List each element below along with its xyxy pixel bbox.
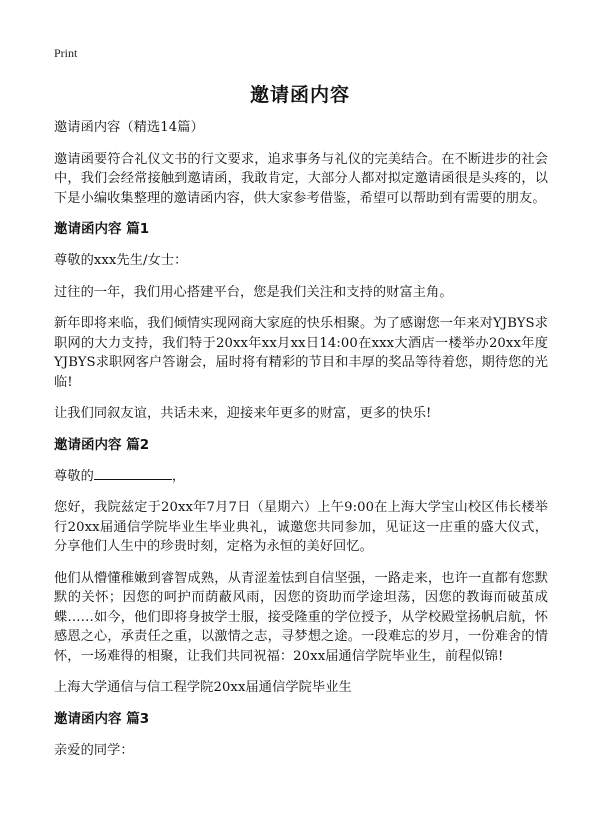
article-3-greeting: 亲爱的同学： bbox=[54, 742, 134, 758]
page-title: 邀请函内容 bbox=[249, 84, 350, 106]
intro-paragraph: 邀请函要符合礼仪文书的行文要求，追求事务与礼仪的完美结合。在不断进步的社会中，我们会经常接触到邀请函，我敢肯定，大部分人都对拟定邀请函很是头疼的，以下是小编收集整理的邀请函内容，供大家参考借鉴，希望可以帮助到有需要的朋友。 bbox=[54, 151, 548, 206]
article-1-heading: 邀请函内容 篇1 bbox=[54, 221, 150, 237]
article-2-greeting-prefix: 尊敬的 bbox=[54, 468, 94, 484]
article-3-heading: 邀请函内容 篇3 bbox=[54, 710, 150, 727]
article-2-paragraph-2: 他们从懵懂稚嫩到睿智成熟，从青涩羞怯到自信坚强，一路走来，也许一直都有您默默的关怀；因您的呵护而荫蔽风雨，因您的资助而学途坦荡，因您的教诲而破茧成蝶……如今，他们即将身披学士服，接受隆重的学位授予，从学校殿堂扬帆启航，怀感恩之心，承责任之重，以激情之志，寻梦想之途。一段难忘的岁月，一份难舍的情怀，一场难得的相聚，让我们共同祝福：20xx届通信学院毕业生，前程似锦! bbox=[54, 570, 548, 664]
article-2-signature: 上海大学通信与信工程学院20xx届通信学院毕业生 bbox=[54, 680, 352, 695]
article-1-paragraph-1: 过往的一年，我们用心搭建平台，您是我们关注和支持的财富主角。 bbox=[54, 284, 453, 300]
article-2-greeting-suffix: ， bbox=[171, 468, 186, 484]
document-body bbox=[54, 118, 548, 772]
article-1-greeting: 尊敬的xxx先生/女士： bbox=[54, 253, 188, 268]
intro-subtitle: 邀请函内容（精选14篇） bbox=[54, 120, 204, 135]
article-2-greeting bbox=[54, 467, 548, 487]
article-2-heading: 邀请函内容 篇2 bbox=[54, 436, 150, 453]
article-2-paragraph-1: 您好，我院兹定于20xx年7月7日（星期六）上午9:00在上海大学宝山校区伟长楼举行20xx届通信学院毕业生毕业典礼，诚邀您共同参加，见证这一庄重的盛大仪式，分享他们人生中的珍贵时刻，定格为永恒的美好回忆。 bbox=[54, 500, 548, 554]
article-1-paragraph-2: 新年即将来临，我们倾情实现网商大家庭的快乐相聚。为了感谢您一年来对YJBYS求职网的大力支持，我们特于20xx年xx月xx日14:00在xxx大酒店一楼举办20xx年度YJBYS求职网客户答谢会，届时将有精彩的节目和丰厚的奖品等待着您，期待您的光临! bbox=[54, 316, 548, 390]
print-label[interactable]: Print bbox=[54, 46, 78, 60]
article-1-paragraph-3: 让我们同叙友谊，共话未来，迎接来年更多的财富，更多的快乐! bbox=[54, 406, 432, 421]
name-blank-line bbox=[94, 467, 172, 480]
